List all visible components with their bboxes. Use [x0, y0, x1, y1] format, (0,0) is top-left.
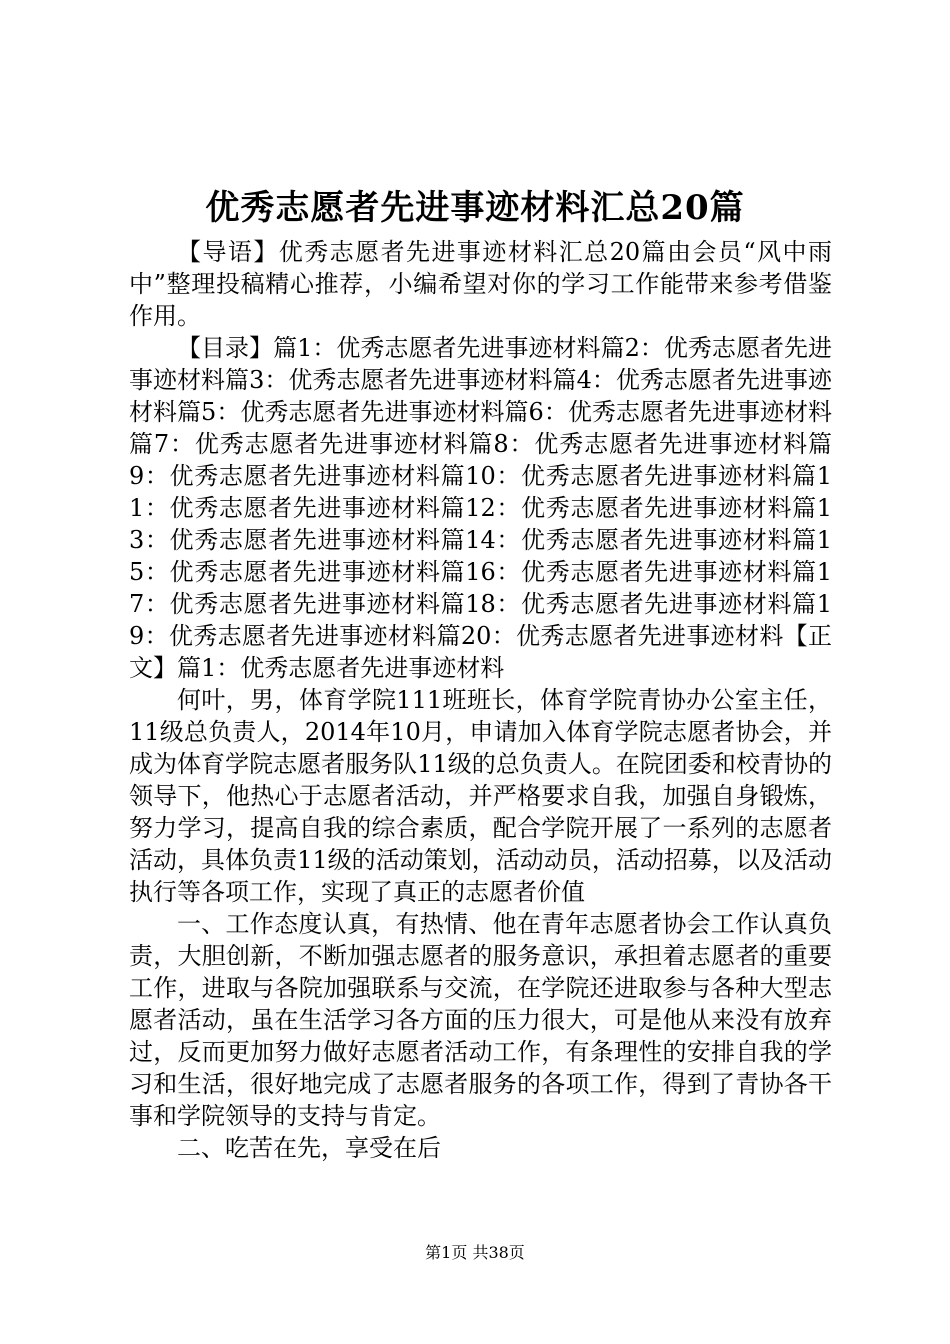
- document-title: 优秀志愿者先进事迹材料汇总20篇: [205, 188, 745, 228]
- body-paragraph: 何叶，男，体育学院111班班长，体育学院青协办公室主任，11级总负责人，2014年10月，申请加入体育学院志愿者协会，并成为体育学院志愿者服务队11级的总负责人。在院团委和校青协的领导下，他热心于志愿者活动，并严格要求自我，加强自身锻炼，努力学习，提高自我的综合素质，配合学院开展了一系列的志愿者活动，具体负责11级的活动策划，活动动员，活动招募，以及活动执行等各项工作，实现了真正的志愿者价值: [129, 686, 832, 906]
- page-footer: 第1页 共38页: [425, 1243, 525, 1262]
- intro-paragraph: 【导语】优秀志愿者先进事迹材料汇总20篇由会员“风中雨中”整理投稿精心推荐，小编希望对你的学习工作能带来参考借鉴作用。: [129, 238, 832, 330]
- body-paragraph: 一、工作态度认真，有热情、他在青年志愿者协会工作认真负责，大胆创新，不断加强志愿者的服务意识，承担着志愿者的重要工作，进取与各院加强联系与交流，在学院还进取参与各种大型志愿者活动，虽在生活学习各方面的压力很大，可是他从来没有放弃过，反而更加努力做好志愿者活动工作，有条理性的安排自我的学习和生活，很好地完成了志愿者服务的各项工作，得到了青协各干事和学院领导的支持与肯定。: [129, 910, 832, 1130]
- table-of-contents-paragraph: 【目录】篇1：优秀志愿者先进事迹材料篇2：优秀志愿者先进事迹材料篇3：优秀志愿者先进事迹材料篇4：优秀志愿者先进事迹材料篇5：优秀志愿者先进事迹材料篇6：优秀志愿者先进事迹材料篇7：优秀志愿者先进事迹材料篇8：优秀志愿者先进事迹材料篇9：优秀志愿者先进事迹材料篇10：优秀志愿者先进事迹材料篇11：优秀志愿者先进事迹材料篇12：优秀志愿者先进事迹材料篇13：优秀志愿者先进事迹材料篇14：优秀志愿者先进事迹材料篇15：优秀志愿者先进事迹材料篇16：优秀志愿者先进事迹材料篇17：优秀志愿者先进事迹材料篇18：优秀志愿者先进事迹材料篇19：优秀志愿者先进事迹材料篇20：优秀志愿者先进事迹材料【正文】篇1：优秀志愿者先进事迹材料: [129, 334, 832, 682]
- document-body: [129, 236, 832, 1164]
- section-heading-paragraph: 二、吃苦在先，享受在后: [177, 1134, 441, 1162]
